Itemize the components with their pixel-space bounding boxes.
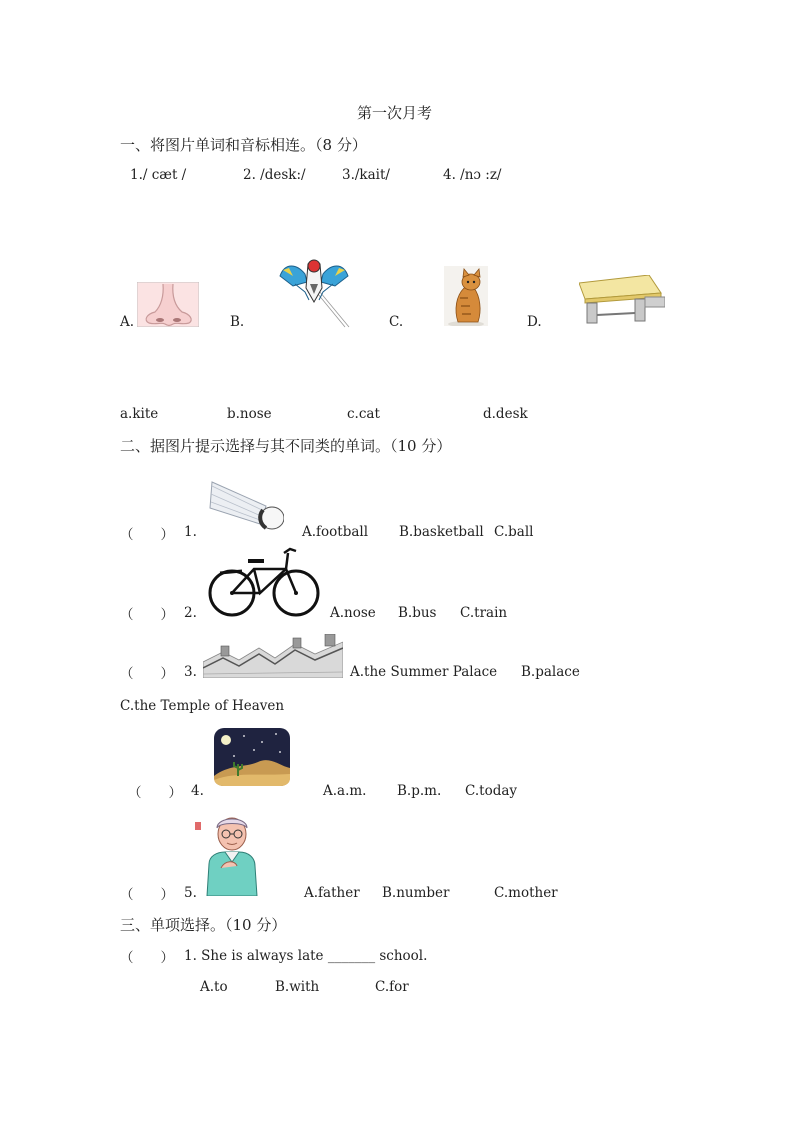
option: C.train xyxy=(460,605,508,621)
bicycle-picture xyxy=(208,547,320,619)
option: C.mother xyxy=(494,885,558,901)
word-d: d.desk xyxy=(483,406,528,422)
option: B.bus xyxy=(398,605,437,621)
option: B.palace xyxy=(521,664,580,680)
answer-blank[interactable]: （ ） xyxy=(120,527,174,543)
option: A.nose xyxy=(330,605,376,621)
question-number: 2. xyxy=(184,605,197,621)
option: B.p.m. xyxy=(397,783,442,799)
phonetic-4: 4. /nɔ :z/ xyxy=(443,167,502,183)
question-number: 5. xyxy=(184,885,197,901)
word-b: b.nose xyxy=(227,406,272,422)
section-1-heading: 一、将图片单词和音标相连。（8 分） xyxy=(120,136,367,154)
question-number: 3. xyxy=(184,664,197,680)
answer-blank[interactable]: （ ） xyxy=(120,666,174,682)
option: B.basketball xyxy=(399,524,484,540)
question-text: 1. She is always late _______ school. xyxy=(184,948,428,964)
answer-blank[interactable]: （ ） xyxy=(120,887,174,903)
picture-label-c: C. xyxy=(389,314,404,330)
picture-label-d: D. xyxy=(527,314,542,330)
option: A.to xyxy=(200,979,228,995)
page-title: 第一次月考 xyxy=(357,104,433,122)
picture-label-b: B. xyxy=(230,314,245,330)
word-a: a.kite xyxy=(120,406,159,422)
option: A.father xyxy=(304,885,360,901)
section-2-heading: 二、据图片提示选择与其不同类的单词。（10 分） xyxy=(120,437,452,455)
option: B.number xyxy=(382,885,450,901)
answer-blank[interactable]: （ ） xyxy=(120,950,174,966)
option: C.ball xyxy=(494,524,534,540)
option: A.football xyxy=(302,524,369,540)
kite-picture xyxy=(275,254,353,328)
question-number: 4. xyxy=(191,783,204,799)
shuttlecock-picture xyxy=(208,472,284,532)
section-3-heading: 三、单项选择。（10 分） xyxy=(120,916,287,934)
phonetic-1: 1./ cæt / xyxy=(130,167,187,183)
option: B.with xyxy=(275,979,320,995)
option: A.a.m. xyxy=(323,783,367,799)
answer-blank[interactable]: （ ） xyxy=(120,607,174,623)
option: C.for xyxy=(375,979,409,995)
word-c: c.cat xyxy=(347,406,380,422)
night-desert-picture xyxy=(214,728,290,786)
desk-picture xyxy=(579,275,665,325)
question-number: 1. xyxy=(184,524,197,540)
picture-label-a: A. xyxy=(120,314,135,330)
answer-blank[interactable]: （ ） xyxy=(128,785,182,801)
phonetic-3: 3./kait/ xyxy=(342,167,390,183)
phonetic-2: 2. /desk:/ xyxy=(243,167,306,183)
cat-picture xyxy=(444,266,488,326)
grandfather-picture xyxy=(195,810,267,896)
nose-picture xyxy=(137,282,199,327)
option: C.the Temple of Heaven xyxy=(120,698,285,714)
option: C.today xyxy=(465,783,518,799)
great-wall-picture xyxy=(203,634,343,678)
option: A.the Summer Palace xyxy=(350,664,498,680)
